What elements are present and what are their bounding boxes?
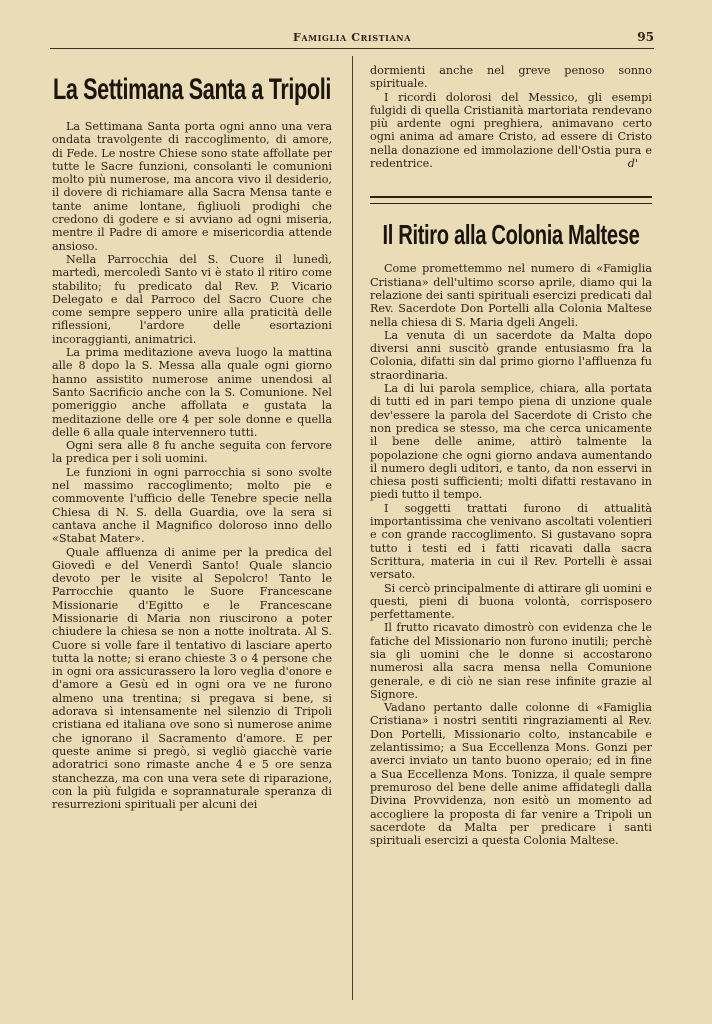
article-paragraph: La prima meditazione aveva luogo la mattina alle 8 dopo la S. Messa alla quale ogni giorno hanno assistito numerose anime unendosi al Santo Sacrificio anche con la S. Comunione. Nel pomeriggio anche affollata e gustata la meditazione delle ore 4 per sole donne e quella delle 6 alla quale intervennero tutti. <box>52 346 332 439</box>
article-paragraph: La di lui parola semplice, chiara, alla portata di tutti ed in pari tempo piena di unzione quale dev'essere la parola del Sacerdote di Cristo che non predica se stesso, ma che cerca unicamente il bene delle anime, attirò talmente la popolazione che ogni giorno andava aumentando il numero degli uditori, e tanto, da non esservi in chiesa posti sufficienti; molti difatti restavano in piedi tutto il tempo. <box>370 382 652 502</box>
section-separator-rule <box>370 196 652 204</box>
article-paragraph: La venuta di un sacerdote da Malta dopo diversi anni suscitò grande entusiasmo fra la Colonia, difatti sin dal primo giorno l'affluenza fu straordinaria. <box>370 328 652 382</box>
article-paragraph: Come promettemmo nel numero di «Famiglia Cristiana» dell'ultimo scorso aprile, diamo qui la relazione dei santi spirituali esercizi predicati dal Rev. Sacerdote Don Portelli alla Colonia Maltese nella chiesa di S. Maria dgeli Angeli. <box>370 262 652 329</box>
article-headline-colonia-maltese: Il Ritiro alla Colonia Maltese <box>382 219 640 251</box>
article-paragraph: Le funzioni in ogni parrocchia si sono svolte nel massimo raccoglimento; molto pie e commovente l'ufficio delle Tenebre specie nella Chiesa di N. S. della Guardia, ove la sera si cantava anche il Magnifico doloroso inno dello «Stabat Mater». <box>52 465 332 546</box>
article-paragraph <box>370 91 652 171</box>
column-divider <box>352 56 353 1000</box>
left-column <box>52 64 332 811</box>
article-paragraph: La Settimana Santa porta ogni anno una vera ondata travolgente di raccoglimento, di amore, di Fede. Le nostre Chiese sono state affollate per tutte le Sacre funzioni, consolanti le comunioni molto più numerose, ma ancora vivo il desiderio, il dovere di richiamare alla Sacra Mensa tante e tante anime lontane, figliuoli prodighi che credono di godere e si avviano ad ogni miseria, mentre il Padre di amore e misericordia attende ansioso. <box>52 120 332 253</box>
article-paragraph: Nella Parrocchia del S. Cuore il lunedì, martedì, mercoledì Santo vi è stato il ritiro come stabilito; fu predicato dal Rev. P. Vicario Delegato e dal Parroco del Sacro Cuore che come sempre seppero unire alla praticità delle riflessioni, l'ardore delle esortazioni incoraggianti, animatrici. <box>52 252 332 346</box>
article-paragraph-text: I ricordi dolorosi del Messico, gli esempi fulgidi di quella Cristianità martoriata rendevano più ardente ogni preghiera, animavano certo ogni anima ad amare Cristo, ad essere di Cristo nella donazione ed immolazione dell'Ostia pura e redentrice. <box>370 90 652 171</box>
magazine-title: Famiglia Cristiana <box>293 31 411 44</box>
page-number: 95 <box>637 30 654 44</box>
running-header <box>50 30 654 49</box>
article-paragraph: Si cercò principalmente di attirare gli uomini e questi, pieni di buona volontà, corrisposero perfettamente. <box>370 581 652 622</box>
article-paragraph: Vadano pertanto dalle colonne di «Famiglia Cristiana» i nostri sentiti ringraziamenti al Rev. Don Portelli, Missionario colto, instancabile e zelantissimo; a Sua Eccellenza Mons. Gonzi per averci inviato un tanto buono operaio; ed in fine a Sua Eccellenza Mons. Tonizza, il quale sempre premuroso del bene delle anime affidategli dalla Divina Provvidenza, non esitò un momento ad accogliere la proposta di far venire a Tripoli un sacerdote da Malta per predicare i santi spirituali esercizi a questa Colonia Maltese. <box>370 701 652 848</box>
right-column <box>370 64 652 847</box>
article-paragraph: Il frutto ricavato dimostrò con evidenza che le fatiche del Missionario non furono inutili; perchè sia gli uomini che le donne si accostarono numerosi alla sacra mensa nella Comunione generale, e di ciò ne sian rese infinite grazie al Signore. <box>370 621 652 701</box>
article-paragraph: Quale affluenza di anime per la predica del Giovedì e del Venerdì Santo! Quale slancio devoto per le visite al Sepolcro! Tanto le Parrocchie quanto le Suore Francescane Missionarie d'Egitto e le Francescane Missionarie di Maria non riuscirono a poter chiudere la chiesa se non a notte inoltrata. Al S. Cuore si volle fare il tentativo di lasciare aperto tutta la notte; si erano chieste 3 o 4 persone che in ogni ora assicurassero la loro veglia d'onore e d'amore a Gesù ed in ogni ora ve ne furono almeno una trentina; si pregava si bene, si adorava sì intensamente nel silenzio di Tripoli cristiana ed italiana ove sono sì numerose anime che ignorano il Sacramento d'amore. E per queste anime si pregò, si vegliò giacchè varie adoratrici sono rimaste anche 4 e 5 ore senza stanchezza, ma con una vera sete di riparazione, con la più fulgida e soprannaturale speranza di resurrezioni spirituali per alcuni dei <box>52 545 332 812</box>
article-headline-settimana-santa: La Settimana Santa a Tripoli <box>52 73 331 106</box>
author-signature: d' <box>627 157 638 171</box>
article-paragraph: Ogni sera alle 8 fu anche seguita con fervore la predica per i soli uomini. <box>52 439 332 466</box>
article-paragraph: I soggetti trattati furono di attualità importantissima che venivano ascoltati volentieri e con grande raccoglimento. Si gustavano sopra tutto i testi ed i fatti ricavati dalla sacra Scrittura, materia in cui il Rev. Portelli è assai versato. <box>370 501 652 582</box>
article-paragraph-continued: dormienti anche nel greve penoso sonno spirituale. <box>370 64 652 91</box>
